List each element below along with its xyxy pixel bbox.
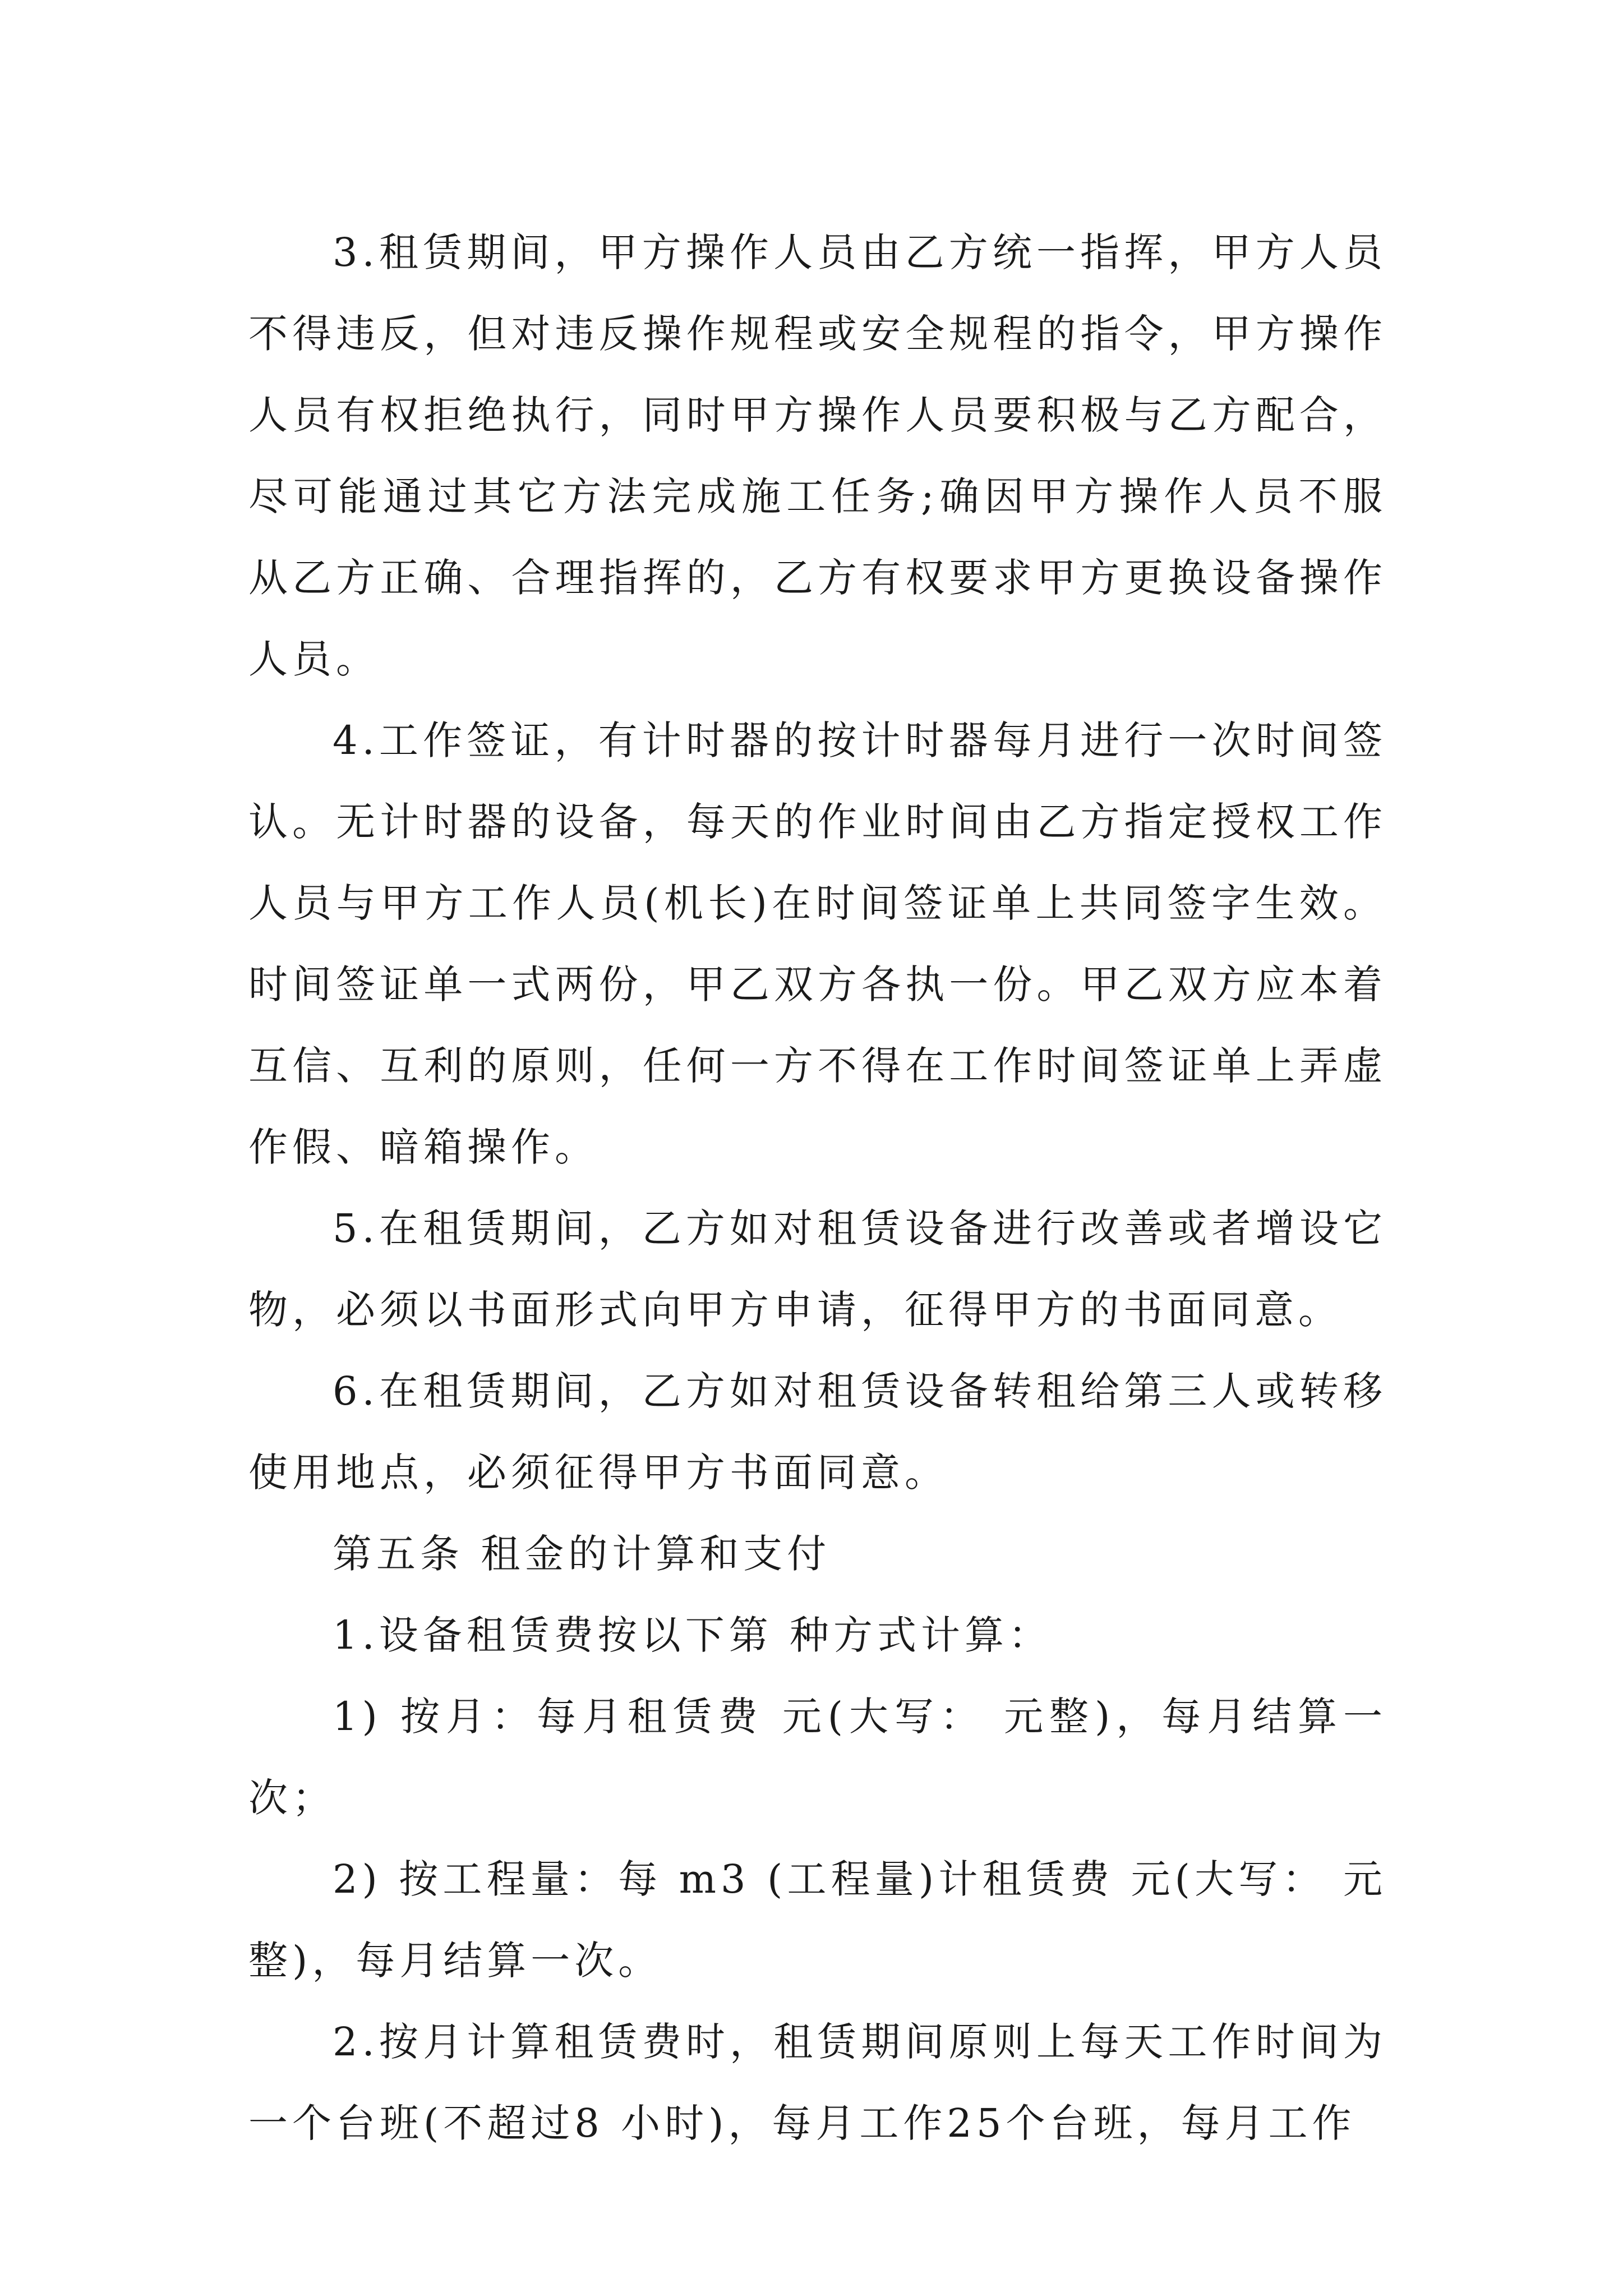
paragraph-option-quantity: 2) 按工程量：每 m3 (工程量)计租赁费 元(大写： 元整)，每月结算一次。 — [248, 1856, 1387, 1984]
document-body — [248, 212, 1387, 2164]
paragraph-article-4: 4.工作签证，有计时器的按计时器每月进行一次时间签认。无计时器的设备，每天的作业时间由乙方指定授权工作人员与甲方工作人员(机长)在时间签证单上共同签字生效。时间签证单一式两份，甲乙双方各执一份。甲乙双方应本着互信、互利的原则，任何一方不得在工作时间签证单上弄虚作假、暗箱操作。 — [248, 717, 1387, 1170]
paragraph-rent-method: 1.设备租赁费按以下第 种方式计算： — [333, 1612, 1053, 1658]
paragraph-monthly-calculation: 2.按月计算租赁费时，租赁期间原则上每天工作时间为一个台班(不超过8 小时)，每月工作25个台班，每月工作 — [248, 2019, 1387, 2146]
section-heading-rent: 第五条 租金的计算和支付 — [333, 1531, 831, 1577]
paragraph-option-monthly: 1) 按月：每月租赁费 元(大写： 元整)，每月结算一次； — [248, 1694, 1387, 1821]
paragraph-article-3: 3.租赁期间，甲方操作人员由乙方统一指挥，甲方人员不得违反，但对违反操作规程或安全规程的指令，甲方操作人员有权拒绝执行，同时甲方操作人员要积极与乙方配合，尽可能通过其它方法完成施工任务;确因甲方操作人员不服从乙方正确、合理指挥的，乙方有权要求甲方更换设备操作人员。 — [248, 229, 1387, 682]
paragraph-article-6: 6.在租赁期间，乙方如对租赁设备转租给第三人或转移使用地点，必须征得甲方书面同意。 — [248, 1368, 1387, 1496]
paragraph-article-5: 5.在租赁期间，乙方如对租赁设备进行改善或者增设它物，必须以书面形式向甲方申请，征得甲方的书面同意。 — [248, 1205, 1387, 1333]
